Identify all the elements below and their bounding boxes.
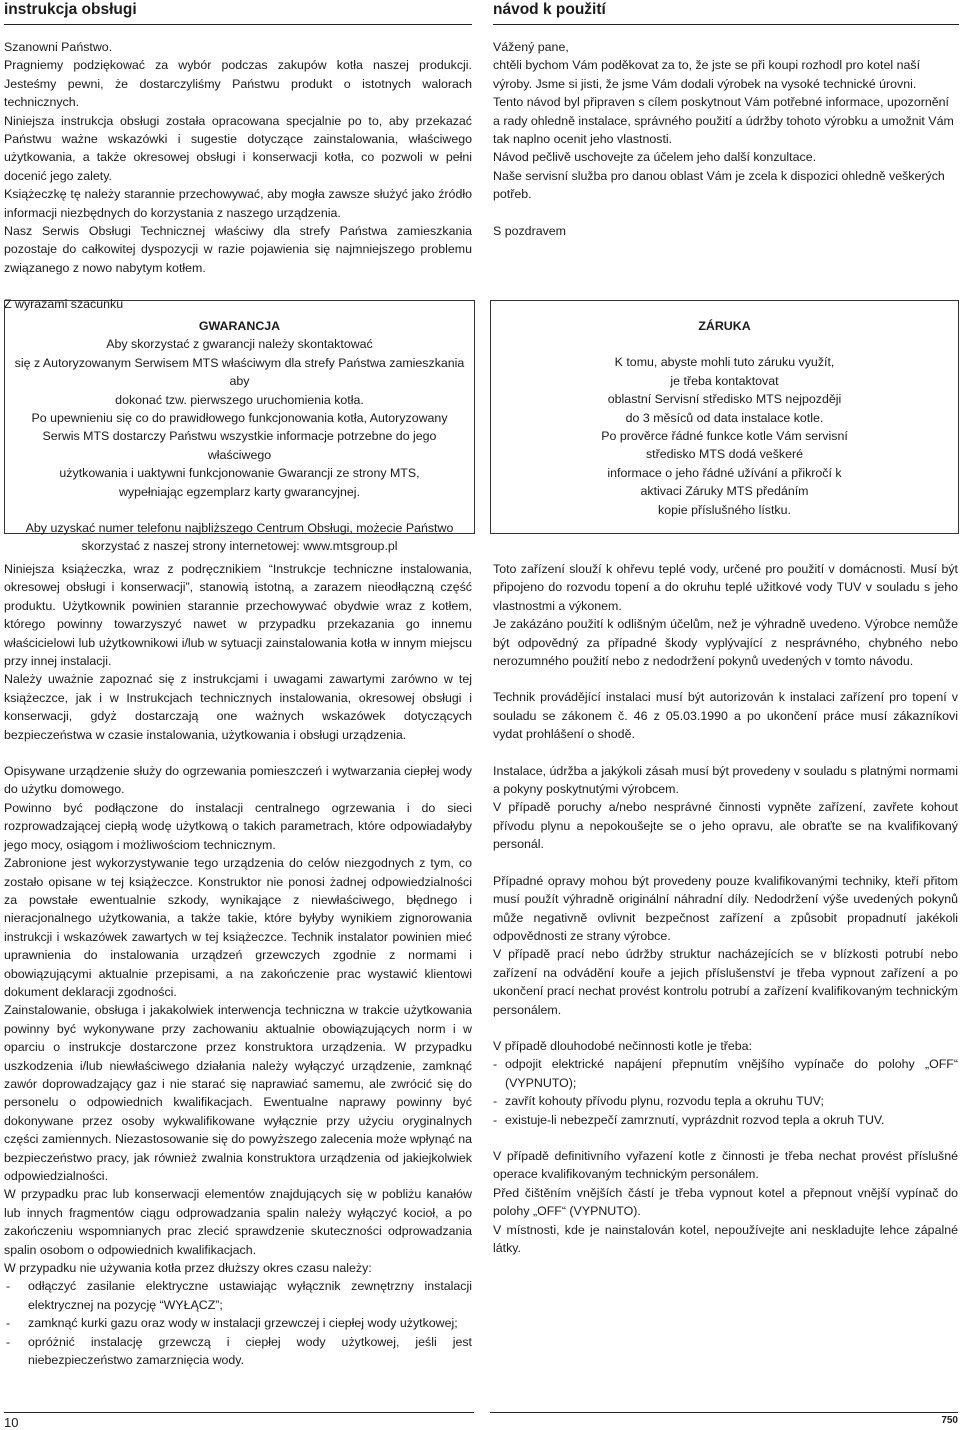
- warranty-title-cz: ZÁRUKA: [698, 319, 751, 333]
- warranty-cz-line: je třeba kontaktovat: [670, 373, 779, 388]
- intro-pl: [4, 38, 472, 314]
- body-pl: [4, 560, 472, 1369]
- warranty-cz-line: Po prověrce řádné funkce kotle Vám servisní: [601, 429, 848, 444]
- body-cz-p2: Je zakázáno použití k odlišným účelům, než je výhradně uvedeno. Výrobce nemůže být odpovědný za případné škody vyplývající z nesprávného, chybného nebo nerozumného použití nebo z nedodržení pokynů uvedených v tomto návodu.: [493, 617, 958, 669]
- warranty-cz-line: středisko MTS dodá veškeré: [645, 447, 803, 462]
- list-item: - existuje-li nebezpečí zamrznutí, vyprázdnit rozvod tepla a okruh TUV.: [493, 1111, 958, 1129]
- header-title-cz: návod k použití: [493, 0, 959, 25]
- intro-pl-p1: Pragniemy podziękować za wybór podczas zakupów kotła naszej produkcji. Jesteśmy pewni, że dostarczyliśmy Państwu produkt o istotnych walorach technicznych.: [4, 58, 472, 110]
- list-item: - zavřít kohouty přívodu plynu, rozvodu tepla a okruhu TUV;: [493, 1092, 958, 1110]
- greeting-cz: Vážený pane,: [493, 40, 569, 54]
- body-cz-p7: V případě prací nebo údržby struktur nacházejících se v blízkosti potrubí nebo zařízení na odvádění kouře a jejich příslušenství je třeba vypnout zařízení a po ukončení prací nechat provést kontrolu potrubí a zařízení kvalifikovaným technickým personálem.: [493, 947, 958, 1017]
- body-cz-p5: V případě poruchy a/nebo nesprávné činnosti vypněte zařízení, zavřete kohout přívodu plynu a nepokoušejte se o jeho opravu, ale obraťte se na kvalifikovaný personál.: [493, 800, 958, 852]
- body-pl-p7: W przypadku prac lub konserwacji elementów znajdujących się w pobliżu kanałów lub innych fragmentów ciągu odprowadzania spalin należy wyłączyć kocioł, a po zakończeniu wspomnianych prac zlecić sprawdzenie skuteczności odprowadzania spalin osobom o odpowiednich kwalifikacjach.: [4, 1187, 472, 1257]
- body-cz-p11: V místnosti, kde je nainstalován kotel, nepoužívejte ani neskladujte lehce zápalné látky.: [493, 1222, 958, 1255]
- body-cz: [493, 560, 958, 1257]
- warranty-cz-line: K tomu, abyste mohli tuto záruku využít,: [614, 355, 835, 370]
- warranty-box-cz: [490, 300, 959, 534]
- warranty-cz-line: informace o jeho řádné užívání a přikročí k: [607, 465, 842, 480]
- intro-cz-p3: Návod pečlivě uschovejte za účelem jeho další konzultace.: [493, 150, 817, 165]
- intro-cz-p4: Naše servisní služba pro danou oblast Vám je zcela k dispozici ohledně veškerých potřeb.: [493, 168, 945, 202]
- body-pl-p8: W przypadku nie używania kotła przez dłuższy okres czasu należy:: [4, 1261, 372, 1276]
- warranty-cz-line: do 3 měsíců od data instalace kotle.: [625, 410, 824, 425]
- intro-pl-p2: Niniejsza instrukcja obsługi została opracowana specjalnie po to, aby przekazać Państwu ważne wskazówki i sugestie dotyczące zainstalowania, właściwego użytkowania, a także okresowej obsługi i konserwacji kotła, co pozwoli w pełni docenić jego zalety.: [4, 113, 472, 183]
- list-item: - odłączyć zasilanie elektryczne ustawiając wyłącznik zewnętrzny instalacji elektrycznej na pozycję “WYŁĄCZ”;: [4, 1277, 472, 1314]
- page-number: 10: [4, 1412, 474, 1430]
- warranty-cz-line: oblastní Servisní středisko MTS nejpozději: [607, 392, 842, 407]
- list-item: - odpojit elektrické napájení přepnutím vnějšího vypínače do polohy „OFF“ (VYPNUTO);: [493, 1055, 958, 1092]
- warranty-title-pl: GWARANCJA: [198, 319, 281, 333]
- warranty-pl-line: wypełniając egzemplarz karty gwarancyjnej.: [118, 484, 361, 499]
- warranty-pl-line: dokonać tzw. pierwszego uruchomienia kotła.: [115, 392, 364, 407]
- warranty-pl-line: się z Autoryzowanym Serwisem MTS właściwym dla strefy Państwa zamieszkania aby: [14, 355, 465, 389]
- warranty-box-pl: [4, 300, 475, 554]
- body-pl-p2: Należy uważnie zapoznać się z instrukcjami i uwagami zawartymi zarówno w tej książeczce, jak i w Instrukcjach technicznych instalowania, okresowej obsługi i konserwacji, gdyż dostarczają one ważnych wskazówek dotyczących bezpieczeństwa w czasie instalowania, użytkowania i obsługi urządzenia.: [4, 672, 472, 742]
- intro-pl-p3: Książeczkę tę należy starannie przechowywać, aby mogła zawsze służyć jako źródło informacji niezbędnych do korzystania z naszego urządzenia.: [4, 187, 472, 220]
- list-item: - zamknąć kurki gazu oraz wody w instalacji grzewczej i ciepłej wody użytkowej;: [4, 1314, 472, 1332]
- closing-cz: S pozdravem: [493, 223, 567, 238]
- body-pl-p6: Zainstalowanie, obsługa i jakakolwiek interwencja techniczna w trakcie użytkowania powinny być wykonywane przy zachowaniu aktualnie obowiązujących norm i w oparciu o instrukcje dostarczone przez konstruktora urządzenia. W przypadku uszkodzenia i/lub niewłaściwego działania należy wyłączyć urządzenie, zamknąć zawór doprowadzający gaz i nie starać się naprawiać samemu, ale zwrócić się do personelu o odpowiednich kwalifikacjach. Ewentualne naprawy powinny być dokonywane przez osoby wykwalifikowane wyłącznie przy użyciu oryginalnych części zamiennych. Niezastosowanie się do powyższego zalecenia może wpłynąć na bezpieczeństwo pracy, jak również zwalnia konstruktora urządzenia od jakiejkolwiek odpowiedzialności.: [4, 1003, 472, 1183]
- intro-cz-p1: chtěli bychom Vám poděkovat za to, že jste se při koupi rozhodl pro kotel naší výroby. Jsme si jisti, že jsme Vám dodali výrobek na vysoké technické úrovni.: [493, 58, 921, 91]
- closing-pl: Z wyrazami szacunku: [4, 297, 124, 312]
- body-pl-p5: Zabronione jest wykorzystywanie tego urządzenia do celów niezgodnych z tym, co zostało opisane w tej książeczce. Konstruktor nie ponosi żadnej odpowiedzialności za powstałe ewentualnie szkody, wynikające z niewłaściwego, błędnego i nieracjonalnego użytkowania, a także takie, które byłyby wynikiem zignorowania instrukcji i wskazówek zawartych w tej książeczce. Technik instalator powinien mieć uprawnienia do instalowania urządzeń grzewczych zgodnie z normami i obowiązującymi aktualnie przepisami, a na zakończenie prac wystawić klientowi dokument deklaracji zgodności.: [4, 856, 472, 999]
- warranty-pl-line: Aby skorzystać z gwarancji należy skontaktować: [106, 337, 373, 352]
- body-cz-p4: Instalace, údržba a jakýkoli zásah musí být provedeny v souladu s platnými normami a pokyny poskytnutými výrobcem.: [493, 763, 958, 797]
- warranty-pl-line: Po upewnieniu się co do prawidłowego funkcjonowania kotła, Autoryzowany: [31, 411, 448, 426]
- warranty-pl-line: użytkowania i uaktywni funkcjonowanie Gwarancji ze strony MTS,: [59, 466, 420, 481]
- warranty-pl-line: Aby uzyskać numer telefonu najbliższego Centrum Obsługi, możecie Państwo: [25, 521, 454, 536]
- body-pl-list: [4, 1277, 472, 1369]
- greeting-pl: Szanowni Państwo.: [4, 40, 113, 54]
- body-pl-p4: Powinno być podłączone do instalacji centralnego ogrzewania i do sieci rozprowadzającej ciepłą wodę użytkową o takich parametrach, które odpowiadałyby jego mocy, osiągom i możliwościom technicznym.: [4, 800, 472, 852]
- intro-cz: [493, 38, 958, 240]
- header-title-pl: instrukcja obsługi: [4, 0, 472, 25]
- list-item: - opróżnić instalację grzewczą i ciepłej wody użytkowej, jeśli jest niebezpieczeństwo zamarznięcia wody.: [4, 1333, 472, 1370]
- warranty-cz-line: aktivaci Záruky MTS předáním: [640, 484, 809, 499]
- intro-cz-p2: Tento návod byl připraven s cílem poskytnout Vám potřebné informace, upozornění a rady ohledně instalace, správného použití a údržby tohoto výrobku a umožnit Vám tak naplno ocenit jeho vlastnosti.: [493, 95, 954, 147]
- intro-pl-p4: Nasz Serwis Obsługi Technicznej właściwy dla strefy Państwa zamieszkania pozostaje do całkowitej dyspozycji w razie pojawienia się najmniejszego problemu związanego z nowo nabytym kotłem.: [4, 224, 472, 275]
- body-cz-p3: Technik provádějící instalaci musí být autorizován k instalaci zařízení pro topení v souladu se zákonem č. 46 z 05.03.1990 a po ukončení práce musí zákazníkovi vydat prohlášení o shodě.: [493, 690, 958, 742]
- body-cz-p10: Před čištěním vnějších částí je třeba vypnout kotel a přepnout vnější vypínač do polohy „OFF“ (VYPNUTO).: [493, 1185, 958, 1219]
- warranty-pl-line: Serwis MTS dostarczy Państwu wszystkie informacje potrzebne do jego właściwego: [42, 429, 437, 462]
- body-pl-p1: Niniejsza książeczka, wraz z podręcznikiem “Instrukcje techniczne instalowania, okresowej obsługi i konserwacji”, stanowią istotną, a zarazem nieodłączną część produktu. Użytkownik powinien starannie przechowywać obydwie wraz z kotłem, którego powinny towarzyszyć nawet w przypadku przekazania go innemu właścicielowi lub użytkownikowi i/lub w sytuacji zainstalowania kotła w innym miejscu przy innej instalacji.: [4, 562, 472, 669]
- document-code: 750: [490, 1412, 958, 1426]
- body-cz-p9: V případě definitivního vyřazení kotle z činnosti je třeba nechat provést příslušné operace kvalifikovaným technickým personálem.: [493, 1148, 958, 1182]
- body-cz-p6: Případné opravy mohou být provedeny pouze kvalifikovanými techniky, kteří přitom musí použít výhradně originální náhradní díly. Nedodržení výše uvedených pokynů může negativně ovlivnit bezpečnost zařízení a způsobit propadnutí jakékoli odpovědnosti ze strany výrobce.: [493, 873, 958, 943]
- warranty-cz-line: kopie příslušného lístku.: [658, 502, 791, 517]
- body-cz-p8: V případě dlouhodobé nečinnosti kotle je třeba:: [493, 1038, 753, 1053]
- body-cz-list: [493, 1055, 958, 1129]
- body-cz-p1: Toto zařízení slouží k ohřevu teplé vody, určené pro použití v domácnosti. Musí být připojeno do rozvodu topení a do okruhu teplé užitkové vody TUV v souladu s jeho vlastnostmi a výkonem.: [493, 562, 958, 613]
- warranty-pl-website: skorzystać z naszej strony internetowej: www.mtsgroup.pl: [81, 539, 398, 554]
- body-pl-p3: Opisywane urządzenie służy do ogrzewania pomieszczeń i wytwarzania ciepłej wody do użytku domowego.: [4, 764, 472, 797]
